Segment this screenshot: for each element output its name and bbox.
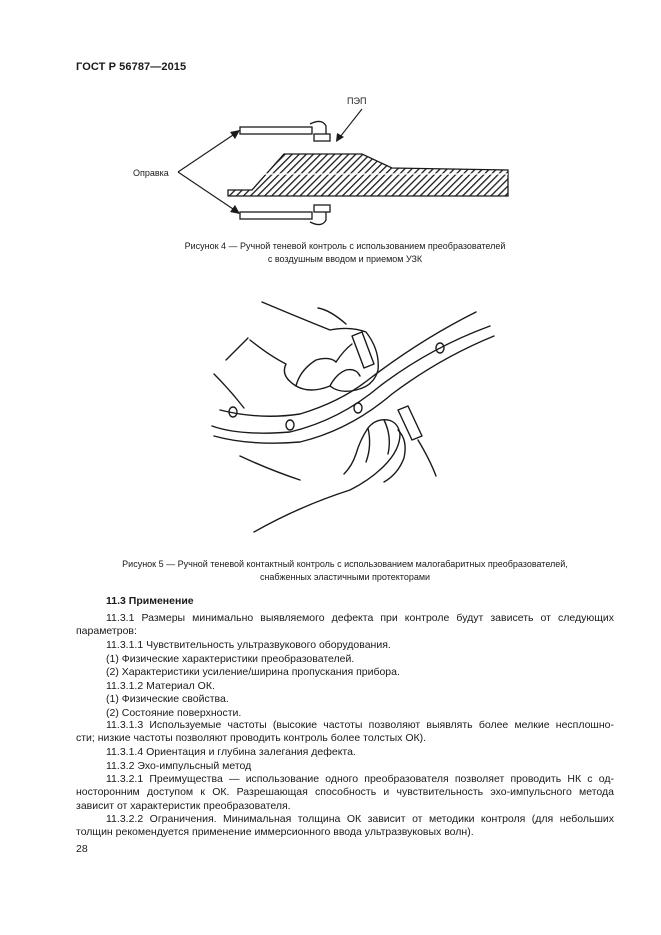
mandrel-arrow-top	[178, 133, 236, 172]
figure-4-caption-line2: с воздушным вводом и приемом УЗК	[267, 254, 423, 264]
paragraph-line: 11.3.1 Размеры минимально выявляемого дефекта при контроле будут зависеть от следующих	[106, 612, 614, 624]
page-number: 28	[76, 843, 88, 855]
paragraph-line: параметров:	[76, 625, 137, 638]
upper-transducer	[352, 332, 374, 368]
paragraph-line: 11.3.2.2 Ограничения. Минимальная толщина ОК зависит от методики контроля (для небольших	[106, 813, 614, 825]
paragraph-line: 11.3.2.1 Преимущества — использование одного преобразователя позволяет проводить НК с од-	[106, 773, 614, 785]
paragraph-11-3-2-1	[76, 773, 614, 813]
list-item: (1) Физические свойства.	[106, 693, 229, 705]
figure-5-caption-line1: Рисунок 5 — Ручной теневой контактный контроль с использованием малогабаритных преобразователей,	[122, 559, 568, 569]
test-object	[228, 154, 508, 196]
figure-5-caption-line2: снабженных эластичными протекторами	[259, 572, 431, 582]
upper-hand	[250, 302, 378, 391]
paragraph-11-3-1-3	[76, 719, 614, 746]
list-item: (2) Характеристики усиление/ширина пропускания прибора.	[106, 666, 400, 678]
mandrel-arrow-bottom	[178, 172, 236, 211]
paragraph-11-3-2-2	[76, 813, 614, 840]
label-mandrel: Оправка	[133, 168, 169, 178]
top-mandrel	[240, 121, 330, 141]
paragraph-11-3-1	[76, 612, 614, 639]
bottom-mandrel	[240, 205, 330, 225]
pep-arrow	[340, 109, 362, 137]
paragraph-line: 11.3.1.3 Используемые частоты (высокие частоты позволяют выявлять более мелкие несплошно-	[106, 719, 614, 731]
list-item: (2) Состояние поверхности.	[106, 706, 242, 719]
figure-4-caption	[76, 240, 614, 266]
paragraph-line: толщин рекомендуется применение иммерсионного ввода ультразвуковых волн).	[76, 826, 474, 839]
paragraph-line: сти; низкие частоты позволяют проводить контроль более толстых ОК).	[76, 732, 427, 745]
lower-hand	[254, 420, 400, 532]
list-item: 11.3.1.2 Материал ОК.	[106, 679, 215, 692]
list-item: (1) Физические характеристики преобразователей.	[106, 652, 355, 665]
list-item: 11.3.1.4 Ориентация и глубина залегания дефекта.	[106, 746, 356, 758]
list-item: 11.3.1.1 Чувствительность ультразвукового оборудования.	[106, 639, 391, 651]
figure-4-diagram	[0, 0, 661, 240]
document-header: ГОСТ Р 56787—2015	[76, 61, 187, 73]
list-item: 11.3.2 Эхо-импульсный метод	[106, 759, 252, 772]
section-title: 11.3 Применение	[106, 595, 194, 607]
figure-5-illustration	[0, 290, 661, 590]
paragraph-line: носторонним доступом к ОК. Разрешающая способность и чувствительность эхо-импульсного метода зависит от характеристик преобразователя.	[76, 786, 614, 812]
figure-5-caption	[76, 558, 614, 584]
figure-4-caption-line1: Рисунок 4 — Ручной теневой контроль с использованием преобразователей	[184, 241, 506, 251]
label-pep: ПЭП	[347, 96, 367, 106]
